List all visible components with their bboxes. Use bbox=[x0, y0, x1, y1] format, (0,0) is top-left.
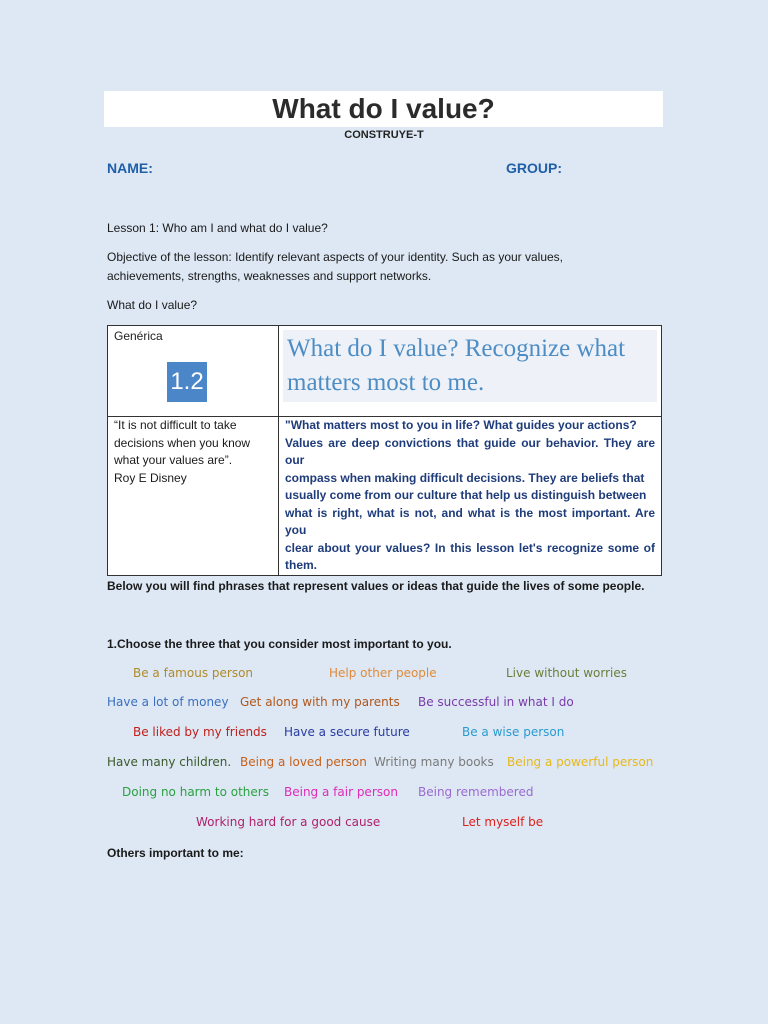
description-line: compass when making difficult decisions. They are beliefs that bbox=[285, 470, 645, 485]
quote-line: “It is not difficult to take bbox=[114, 418, 237, 432]
group-label: GROUP: bbox=[506, 160, 562, 176]
others-label: Others important to me: bbox=[107, 846, 244, 860]
value-phrase: Being a loved person bbox=[240, 755, 367, 769]
value-phrase: Be successful in what I do bbox=[418, 695, 574, 709]
value-phrase: Let myself be bbox=[462, 815, 544, 829]
value-phrase: Doing no harm to others bbox=[122, 785, 269, 799]
value-phrase: Get along with my parents bbox=[240, 695, 400, 709]
description-line: "What matters most to you in life? What guides your actions? bbox=[285, 418, 637, 432]
lesson-heading-line1: What do I value? Recognize what bbox=[287, 335, 626, 362]
description-line: usually come from our culture that help us distinguish between bbox=[285, 488, 647, 502]
value-phrase: Being remembered bbox=[418, 785, 534, 799]
value-phrase: Be a wise person bbox=[462, 725, 565, 739]
lesson-objective-line2: achievements, strengths, weaknesses and support networks. bbox=[107, 269, 432, 283]
value-phrase: Working hard for a good cause bbox=[196, 815, 381, 829]
value-phrase: Live without worries bbox=[506, 666, 628, 680]
lesson-number-badge: 1.2 bbox=[167, 362, 207, 402]
value-phrase: Be liked by my friends bbox=[133, 725, 267, 739]
value-phrase: Being a powerful person bbox=[507, 755, 654, 769]
instruction-text: 1.Choose the three that you consider most important to you. bbox=[107, 637, 452, 651]
description-line: Values are deep convictions that guide our behavior. They are our bbox=[285, 435, 655, 467]
lesson-objective-line1: Objective of the lesson: Identify relevant aspects of your identity. Such as your values, bbox=[107, 250, 564, 264]
values-table bbox=[107, 325, 662, 576]
quote-author: Roy E Disney bbox=[114, 470, 187, 485]
description-line: what is right, what is not, and what is the most important. Are you bbox=[285, 505, 655, 537]
lesson-heading-line2: matters most to me. bbox=[287, 369, 485, 396]
value-phrase: Help other people bbox=[329, 666, 437, 680]
lesson-question: What do I value? bbox=[107, 298, 198, 312]
page-title: What do I value? bbox=[104, 91, 663, 127]
category-label: Genérica bbox=[114, 329, 163, 343]
value-phrase: Be a famous person bbox=[133, 666, 254, 680]
value-phrase: Have a lot of money bbox=[107, 695, 229, 709]
table-cell-category bbox=[108, 326, 279, 417]
name-label: NAME: bbox=[107, 160, 153, 176]
quote-line: what your values are”. bbox=[114, 453, 233, 467]
value-phrase: Being a fair person bbox=[284, 785, 398, 799]
value-phrase: Have a secure future bbox=[284, 725, 410, 739]
table-cell-quote bbox=[108, 417, 279, 576]
description-line: clear about your values? In this lesson let's recognize some of them. bbox=[285, 540, 655, 572]
lesson-title: Lesson 1: Who am I and what do I value? bbox=[107, 221, 328, 235]
subtitle: CONSTRUYE-T bbox=[344, 129, 424, 141]
table-cell-description bbox=[279, 417, 662, 576]
table-cell-heading bbox=[279, 326, 662, 417]
lesson-heading bbox=[283, 330, 657, 402]
value-phrase: Writing many books bbox=[374, 755, 494, 769]
quote-line: decisions when you know bbox=[114, 435, 251, 450]
value-phrase: Have many children. bbox=[107, 755, 232, 769]
intro-text: Below you will find phrases that represent values or ideas that guide the lives of some people. bbox=[107, 579, 645, 593]
